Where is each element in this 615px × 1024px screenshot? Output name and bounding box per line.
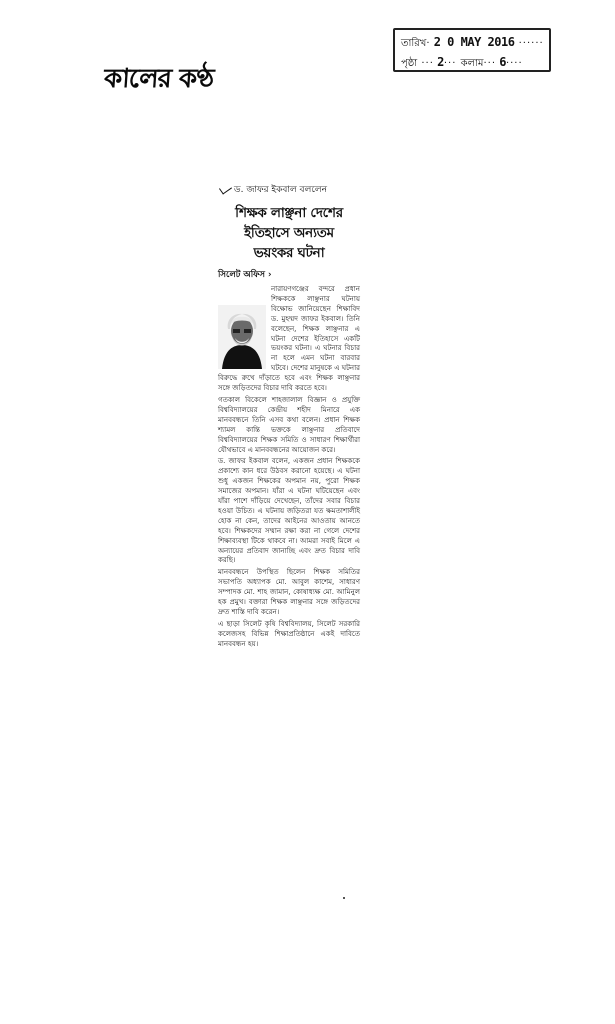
article-body bbox=[218, 285, 360, 650]
archive-stamp bbox=[393, 28, 551, 72]
stamp-date-row: তারিখ· 2 0 MAY 2016 ······ bbox=[401, 35, 544, 49]
byline-text: ড. জাফর ইকবাল বললেন bbox=[234, 185, 327, 195]
stamp-date-label: তারিখ bbox=[401, 38, 427, 49]
stamp-page-label: পৃষ্ঠা bbox=[401, 58, 418, 69]
article-paragraph: মানববন্ধনে উপস্থিত ছিলেন শিক্ষক সমিতির সভাপতি অধ্যাপক মো. আবুল কাশেম, সাধারণ সম্পাদক মো. শাহ জামান, কোষাধ্যক্ষ মো. আমিনুল হক প্রমুখ। বক্তারা শিক্ষক লাঞ্ছনার সঙ্গে জড়িতদের দ্রুত শাস্তি দাবি করেন। bbox=[218, 568, 360, 616]
headline-line: শিক্ষক লাঞ্ছনা দেশের bbox=[235, 205, 343, 221]
news-clipping bbox=[218, 182, 360, 652]
article-paragraph: গতকাল বিকেলে শাহজালাল বিজ্ঞান ও প্রযুক্তি বিশ্ববিদ্যালয়ের কেন্দ্রীয় শহীদ মিনারে এক মানববন্ধনে তিনি এসব কথা বলেন। প্রধান শিক্ষক শ্যামল কান্তি ভক্তকে লাঞ্ছনার প্রতিবাদে বিশ্ববিদ্যালয়ের শিক্ষক সমিতি ও সাধারণ শিক্ষার্থীরা যৌথভাবে এ মানববন্ধনের আয়োজন করে। bbox=[218, 395, 360, 454]
stamp-page-value: 2 bbox=[437, 55, 444, 69]
article-paragraph: এ ছাড়া সিলেট কৃষি বিশ্ববিদ্যালয়, সিলেট সরকারি কলেজসহ বিভিন্ন শিক্ষাপ্রতিষ্ঠানে একই দাবিতে মানববন্ধন হয়। bbox=[218, 619, 360, 648]
scan-speck bbox=[343, 897, 345, 899]
article-paragraph: ড. জাফর ইকবাল বলেন, একজন প্রধান শিক্ষককে প্রকাশ্যে কান ধরে উঠবস করানো হয়েছে। এ ঘটনা শুধু একজন শিক্ষকের অপমান নয়, পুরো শিক্ষক সমাজের অপমান। যাঁরা এ ঘটনা ঘটিয়েছেন এবং যাঁরা পাশে দাঁড়িয়ে দেখেছেন, তাঁদের সবার বিচার হওয়া উচিত। এ ঘটনায় জড়িতরা যত ক্ষমতাশালীই হোক না কেন, তাদের আইনের আওতায় আনতে হবে। শিক্ষকদের সম্মান রক্ষা করা না গেলে দেশের শিক্ষাব্যবস্থা টিকে থাকবে না। আমরা সবাই মিলে এ অন্যায়ের প্রতিবাদ জানাচ্ছি এবং দ্রুত বিচার দাবি করছি। bbox=[218, 457, 360, 565]
article-headline bbox=[218, 203, 360, 263]
stamp-date-value: 2 0 MAY 2016 bbox=[433, 35, 515, 49]
check-mark-icon bbox=[219, 182, 232, 194]
article-byline bbox=[220, 182, 360, 197]
newspaper-masthead: কালের কণ্ঠ bbox=[103, 64, 215, 94]
article-dateline: সিলেট অফিস › bbox=[218, 270, 272, 280]
portrait-photo bbox=[218, 305, 266, 369]
stamp-column-value: 6 bbox=[499, 55, 506, 69]
stamp-column-label: কলাম bbox=[460, 58, 484, 69]
article-paragraph: নারায়ণগঞ্জের বন্দরে প্রধান শিক্ষককে লাঞ্ছনার ঘটনায় বিক্ষোভ জানিয়েছেন শিক্ষাবিদ ড. মুহম্মদ জাফর ইকবাল। তিনি বলেছেন, শিক্ষক লাঞ্ছনার এ ঘটনা দেশের ইতিহাসে একটি ভয়ংকর ঘটনা। এ ঘটনার বিচার না হলে এমন ঘটনা বারবার ঘটবে। দেশের মানুষকে এ ঘটনার বিরুদ্ধে রুখে দাঁড়াতে হবে এবং শিক্ষক লাঞ্ছনার সঙ্গে জড়িতদের বিচার দাবি করতে হবে। bbox=[218, 285, 360, 393]
headline-line: ইতিহাসে অন্যতম bbox=[244, 225, 334, 241]
stamp-page-row: পৃষ্ঠা ··· 2··· কলাম··· 6···· bbox=[401, 55, 523, 69]
headline-line: ভয়ংকর ঘটনা bbox=[253, 245, 325, 261]
